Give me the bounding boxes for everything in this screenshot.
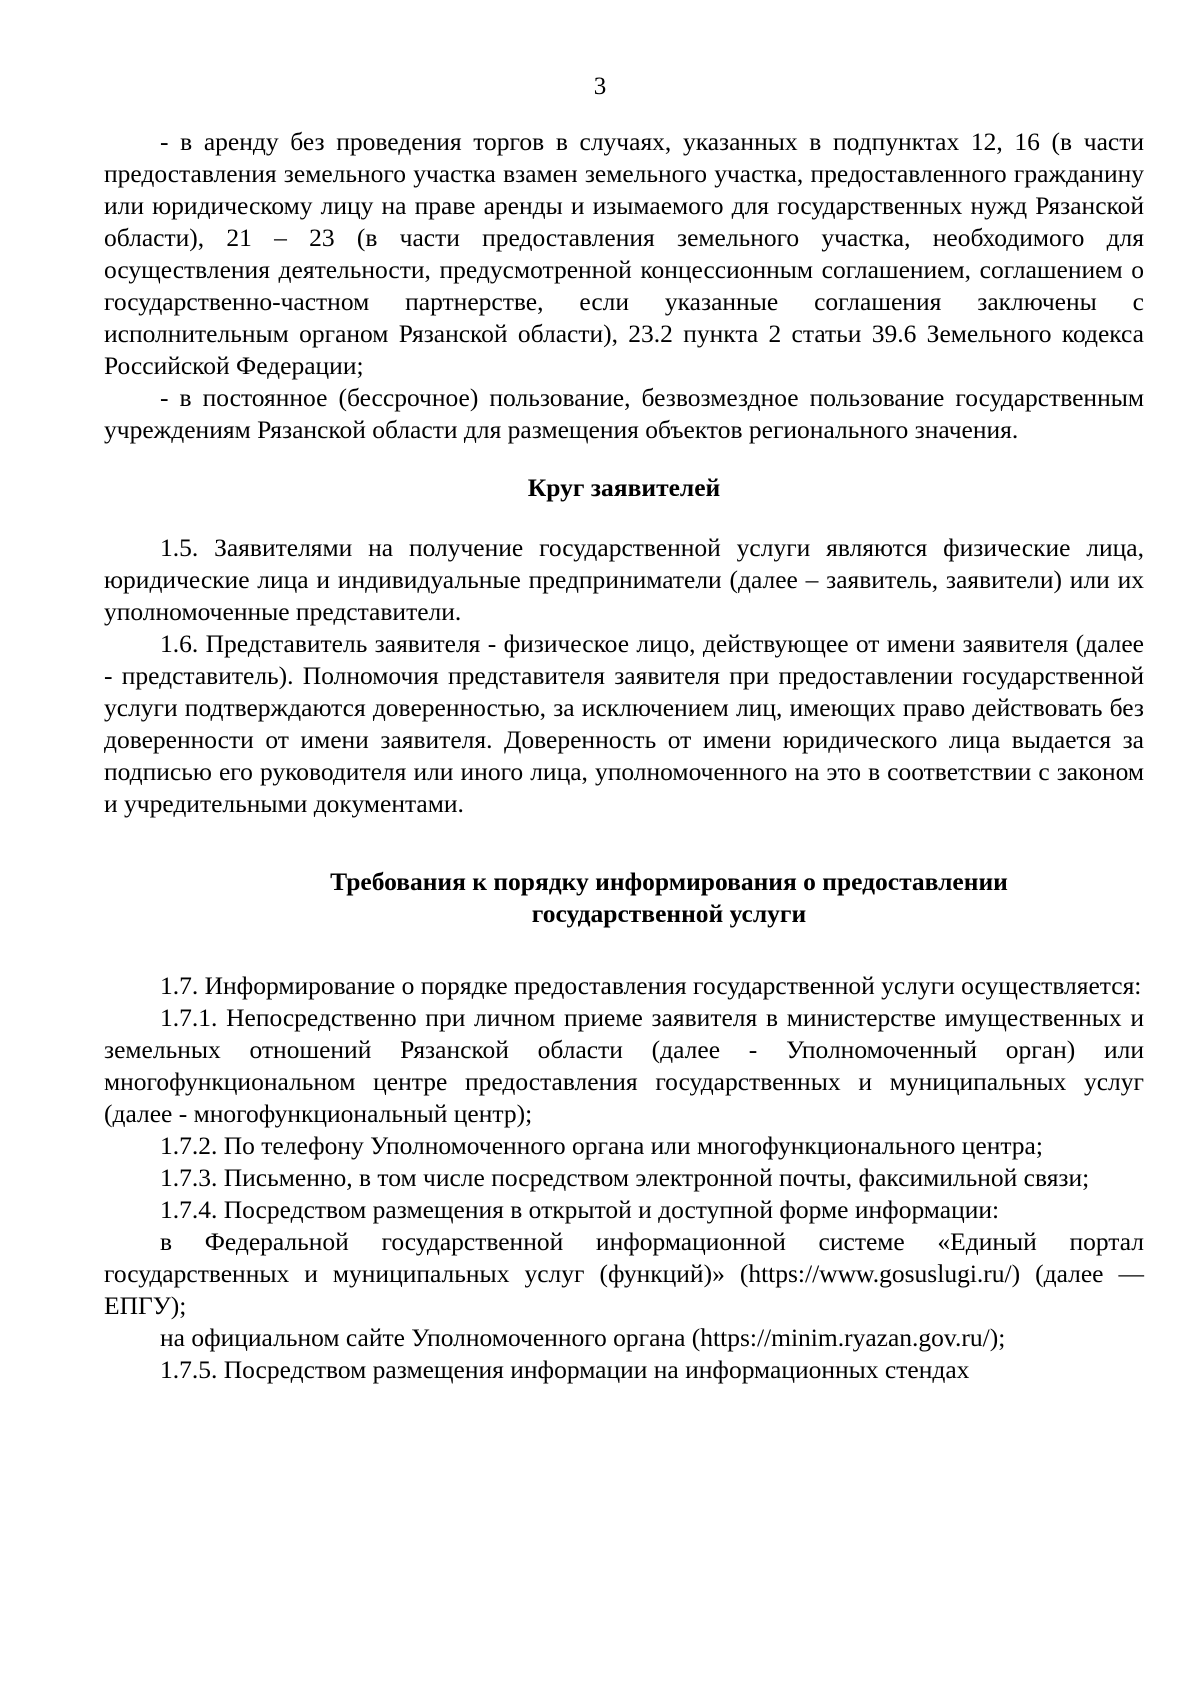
paragraph-1-7-2: 1.7.2. По телефону Уполномоченного органа или многофункционального центра; xyxy=(160,1131,1043,1160)
section-heading-requirements xyxy=(104,866,1144,930)
paragraph-official-site: на официальном сайте Уполномоченного органа (https://minim.ryazan.gov.ru/); xyxy=(160,1323,1006,1352)
section-heading-requirements-line1: Требования к порядку информирования о предоставлении xyxy=(330,867,1008,896)
paragraph-1-7-1: 1.7.1. Непосредственно при личном приеме заявителя в министерстве имущественных и земельных отношений Рязанской области (далее - Уполномоченный орган) или многофункциональном центре предоставления государственных и муниципальных услуг (далее - многофункциональный центр); xyxy=(104,1003,1144,1128)
paragraph-1-7-4: 1.7.4. Посредством размещения в открытой и доступной форме информации: xyxy=(160,1195,1000,1224)
paragraph-1-7-5: 1.7.5. Посредством размещения информации на информационных стендах xyxy=(160,1355,970,1384)
section-heading-applicants: Круг заявителей xyxy=(527,473,721,502)
document-body xyxy=(104,126,1144,1386)
page-number: 3 xyxy=(593,73,607,100)
paragraph-1-7-3: 1.7.3. Письменно, в том числе посредством электронной почты, факсимильной связи; xyxy=(160,1163,1090,1192)
paragraph-1-5: 1.5. Заявителями на получение государственной услуги являются физические лица, юридические лица и индивидуальные предприниматели (далее – заявитель, заявители) или их уполномоченные представители. xyxy=(104,533,1144,626)
paragraph-epgu: в Федеральной государственной информационной системе «Единый портал государственных и муниципальных услуг (функций)» (https://www.gosuslugi.ru/) (далее — ЕПГУ); xyxy=(104,1227,1144,1320)
paragraph-1-7: 1.7. Информирование о порядке предоставления государственной услуги осуществляется: xyxy=(160,971,1142,1000)
paragraph-lease: - в аренду без проведения торгов в случаях, указанных в подпунктах 12, 16 (в части предоставления земельного участка взамен земельного участка, предоставленного гражданину или юридическому лицу на праве аренды и изымаемого для государственных нужд Рязанской области), 21 – 23 (в части предоставления земельного участка, необходимого для осуществления деятельности, предусмотренной концессионным соглашением, соглашением о государственно-частном партнерстве, если указанные соглашения заключены с исполнительным органом Рязанской области), 23.2 пункта 2 статьи 39.6 Земельного кодекса Российской Федерации; xyxy=(104,127,1144,380)
section-heading-requirements-line2: государственной услуги xyxy=(531,899,807,928)
paragraph-1-6: 1.6. Представитель заявителя - физическое лицо, действующее от имени заявителя (далее - представитель). Полномочия представителя заявителя при предоставлении государственной услуги подтверждаются доверенностью, за исключением лиц, имеющих право действовать без доверенности от имени заявителя. Доверенность от имени юридического лица выдается за подписью его руководителя или иного лица, уполномоченного на это в соответствии с законом и учредительными документами. xyxy=(104,629,1144,818)
paragraph-permanent-use: - в постоянное (бессрочное) пользование, безвозмездное пользование государственным учреждениям Рязанской области для размещения объектов регионального значения. xyxy=(104,383,1144,444)
